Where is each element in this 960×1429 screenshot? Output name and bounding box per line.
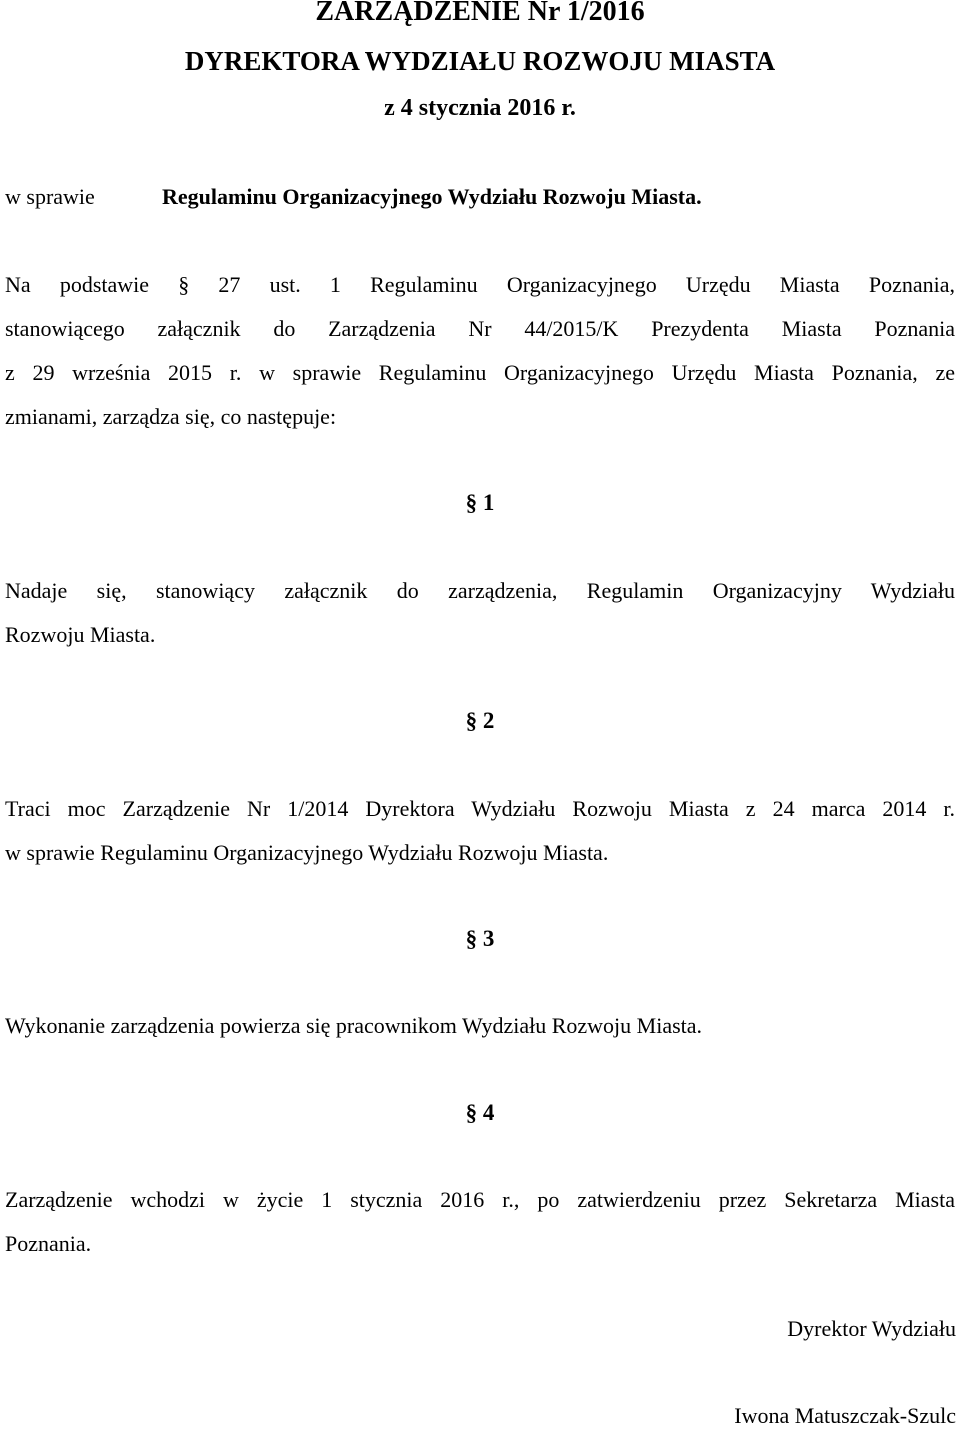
- document-issuer: DYREKTORA WYDZIAŁU ROZWOJU MIASTA: [184, 46, 776, 76]
- preamble-line: stanowiącego załącznik do Zarządzenia Nr 44/2015/K Prezydenta Miasta Poznania: [5, 316, 955, 341]
- section-4-line: Poznania.: [5, 1231, 92, 1256]
- preamble-line: Na podstawie § 27 ust. 1 Regulaminu Organizacyjnego Urzędu Miasta Poznania,: [5, 272, 955, 297]
- section-2-line: Traci moc Zarządzenie Nr 1/2014 Dyrektora Wydziału Rozwoju Miasta z 24 marca 2014 r.: [5, 796, 955, 821]
- preamble-line: zmianami, zarządza się, co następuje:: [5, 404, 337, 429]
- section-heading-4: § 4: [465, 1100, 495, 1125]
- document-date: z 4 stycznia 2016 r.: [384, 95, 576, 121]
- section-2-line: w sprawie Regulaminu Organizacyjnego Wydziału Rozwoju Miasta.: [5, 840, 609, 865]
- section-4-line: Zarządzenie wchodzi w życie 1 stycznia 2016 r., po zatwierdzeniu przez Sekretarza Miasta: [5, 1187, 955, 1212]
- document-title: ZARZĄDZENIE Nr 1/2016: [315, 0, 645, 27]
- section-heading-1: § 1: [465, 490, 495, 515]
- section-1-line: Nadaje się, stanowiący załącznik do zarządzenia, Regulamin Organizacyjny Wydziału: [5, 578, 955, 603]
- signature-role: Dyrektor Wydziału: [787, 1316, 956, 1341]
- preamble-line: z 29 września 2015 r. w sprawie Regulaminu Organizacyjnego Urzędu Miasta Poznania, ze: [5, 360, 955, 385]
- signature-name: Iwona Matuszczak-Szulc: [734, 1403, 956, 1428]
- section-heading-2: § 2: [465, 708, 495, 733]
- section-heading-3: § 3: [465, 926, 495, 951]
- subject-text: Regulaminu Organizacyjnego Wydziału Rozwoju Miasta.: [162, 184, 702, 209]
- section-1-line: Rozwoju Miasta.: [5, 622, 156, 647]
- subject-label: w sprawie: [5, 184, 95, 209]
- section-3-line: Wykonanie zarządzenia powierza się pracownikom Wydziału Rozwoju Miasta.: [5, 1013, 703, 1038]
